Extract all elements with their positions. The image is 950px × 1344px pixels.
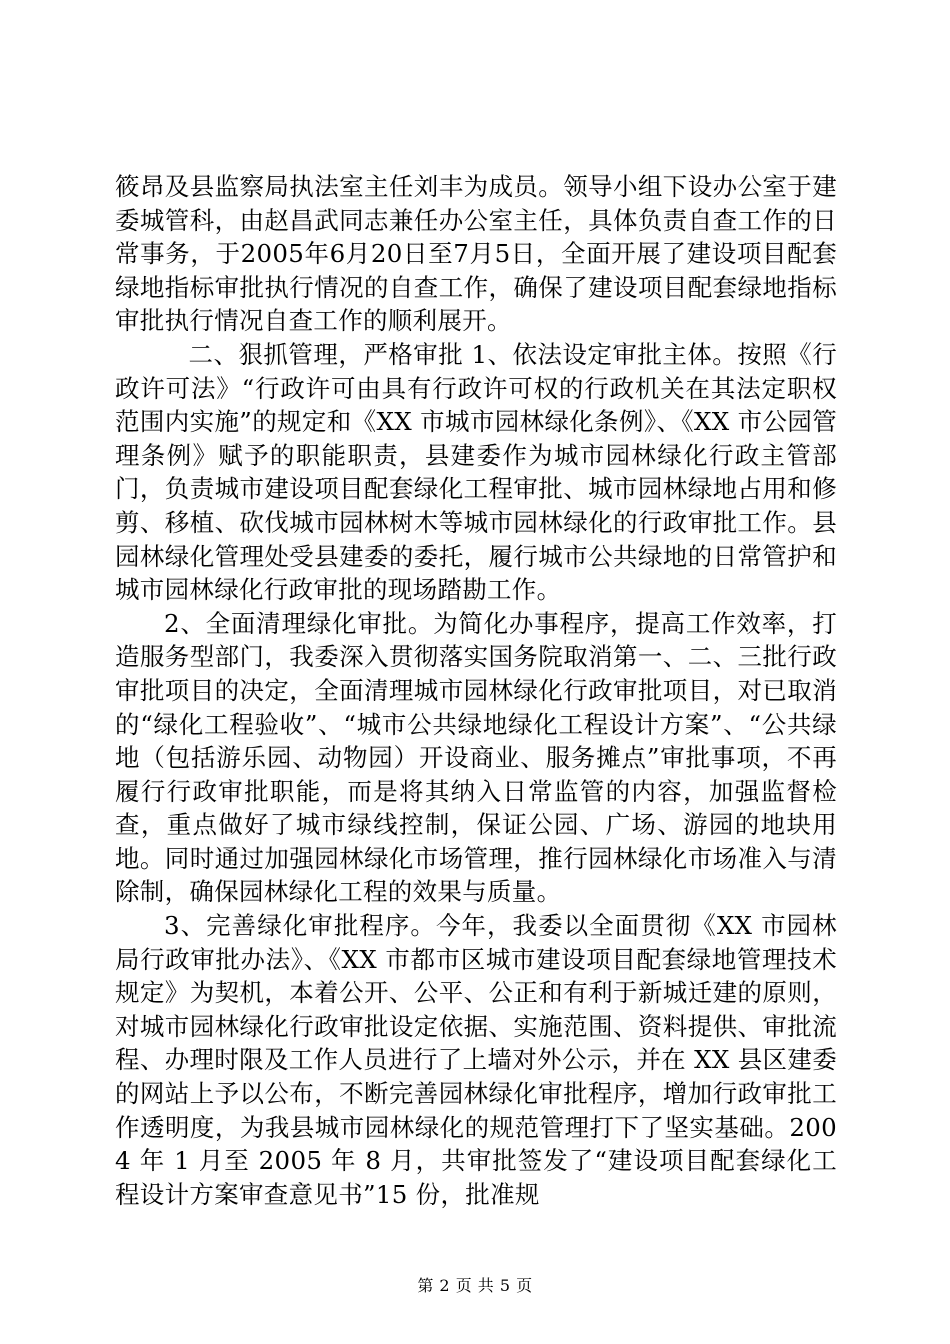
paragraph-continuation: 筱昂及县监察局执法室主任刘丰为成员。领导小组下设办公室于建委城管科，由赵昌武同志兼任办公室主任，具体负责自查工作的日常事务，于2005年6月20日至7月5日，全面开展了建设项目配套绿地指标审批执行情况的自查工作，确保了建设项目配套绿地指标审批执行情况自查工作的顺利展开。 xyxy=(115,172,837,336)
paragraph-item-three: 3、完善绿化审批程序。今年，我委以全面贯彻《XX 市园林局行政审批办法》、《XX 市都市区城市建设项目配套绿地管理技术规定》为契机，本着公开、公平、公正和有利于新城迁建的原则，对城市园林绿化行政审批设定依据、实施范围、资料提供、审批流程、办理时限及工作人员进行了上墙对外公示，并在 XX 县区建委的网站上予以公布，不断完善园林绿化审批程序，增加行政审批工作透明度，为我县城市园林绿化的规范管理打下了坚实基础。2004 年 1 月至 2005 年 8 月，共审批签发了“建设项目配套绿化工程设计方案审查意见书”15 份，批准规 xyxy=(115,911,837,1209)
page-number-footer: 第 2 页 共 5 页 xyxy=(417,1276,533,1295)
paragraph-section-two: 二、狠抓管理，严格审批 1、依法设定审批主体。按照《行政许可法》“行政许可由具有行政许可权的行政机关在其法定职权范围内实施”的规定和《XX 市城市园林绿化条例》、《XX 市公园管理条例》赋予的职能职责，县建委作为城市园林绿化行政主管部门，负责城市建设项目配套绿化工程审批、城市园林绿地占用和修剪、移植、砍伐城市园林树木等城市园林绿化的行政审批工作。县园林绿化管理处受县建委的委托，履行城市公共绿地的日常管护和城市园林绿化行政审批的现场踏勘工作。 xyxy=(115,339,837,605)
paragraph-item-two: 2、全面清理绿化审批。为简化办事程序，提高工作效率，打造服务型部门，我委深入贯彻落实国务院取消第一、二、三批行政审批项目的决定，全面清理城市园林绿化行政审批项目，对已取消的“绿化工程验收”、“城市公共绿地绿化工程设计方案”、“公共绿地（包括游乐园、动物园）开设商业、服务摊点”审批事项，不再履行行政审批职能，而是将其纳入日常监管的内容，加强监督检查，重点做好了城市绿线控制，保证公园、广场、游园的地块用地。同时通过加强园林绿化市场管理，推行园林绿化市场准入与清除制，确保园林绿化工程的效果与质量。 xyxy=(115,608,837,907)
document-body xyxy=(115,170,837,1211)
